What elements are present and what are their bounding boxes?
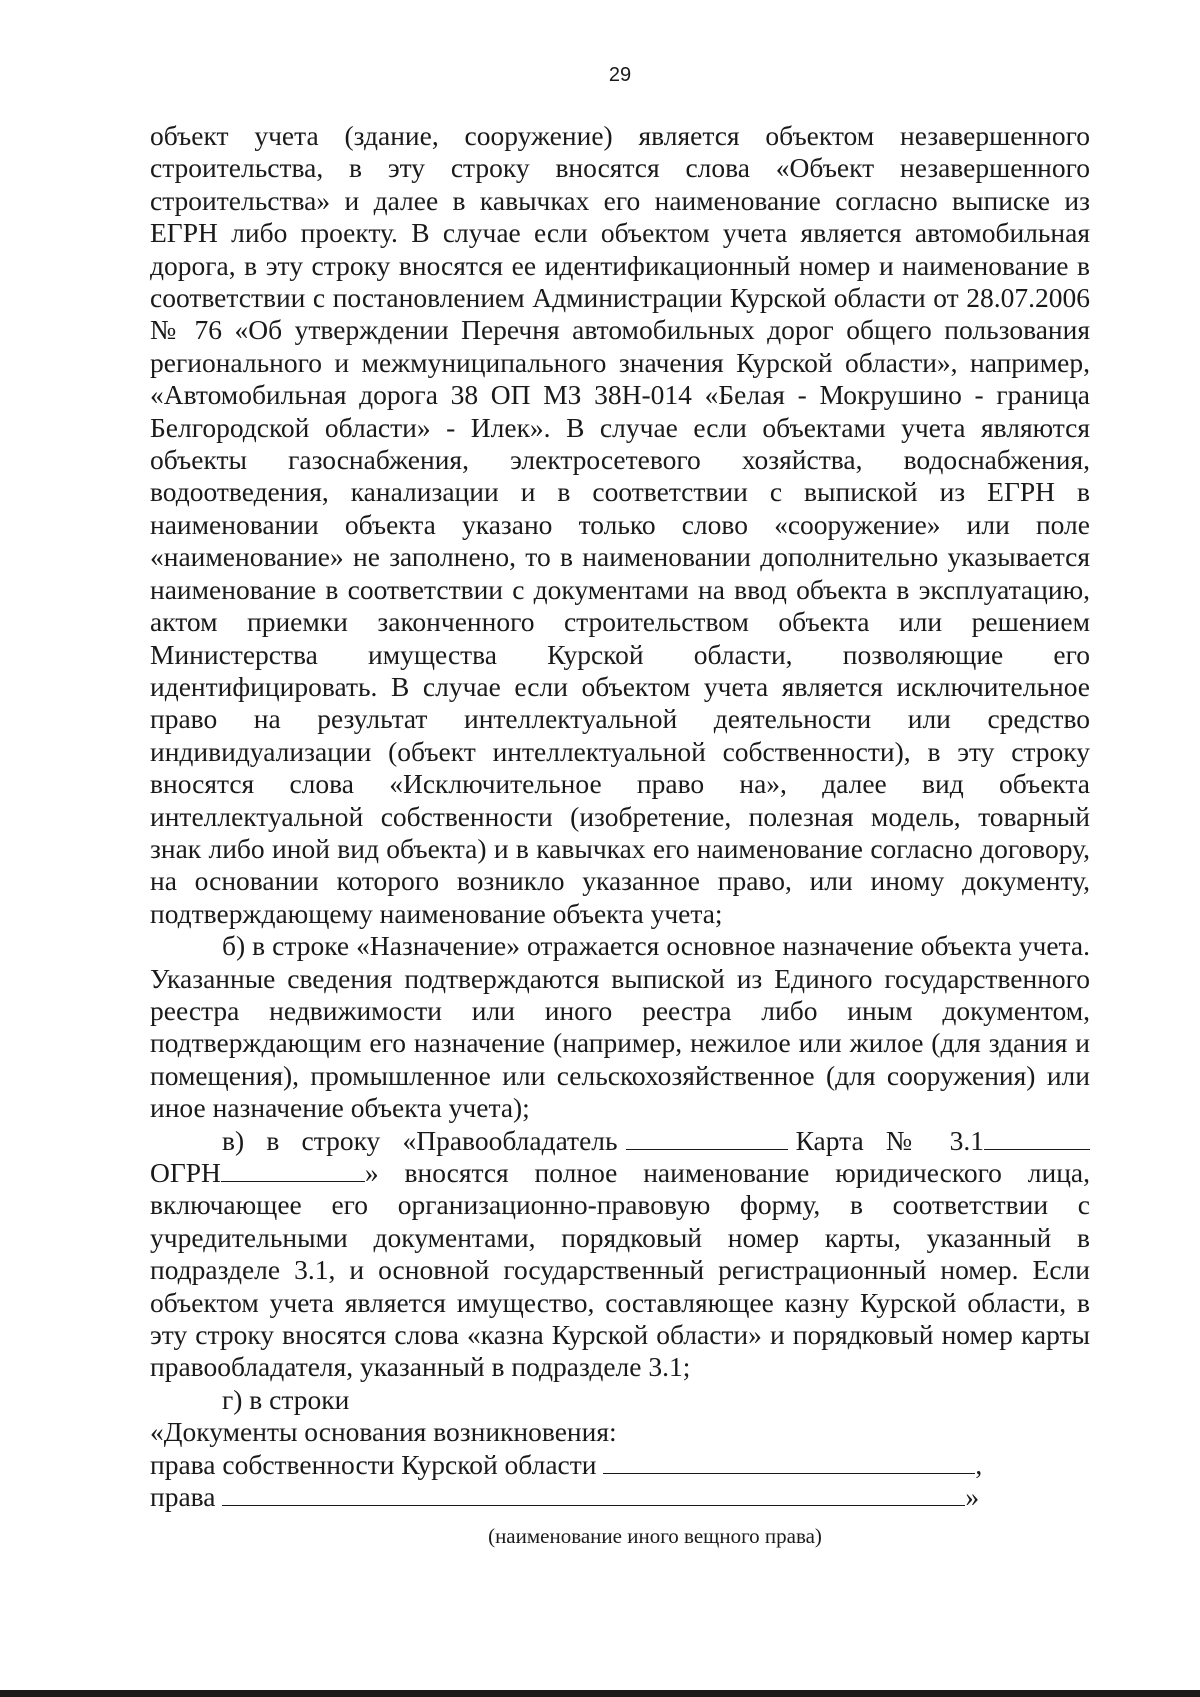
- other-right-blank: [222, 1481, 965, 1506]
- ownership-label: права собственности Курской области: [150, 1448, 597, 1480]
- ogrn-blank: [221, 1157, 365, 1182]
- scan-edge: [0, 1690, 1200, 1697]
- document-body: [150, 120, 1090, 1513]
- rightholder-blank: [626, 1125, 788, 1150]
- ownership-blank: [603, 1449, 975, 1474]
- rightholder-label: в) в строку «Правообладатель: [222, 1124, 618, 1156]
- paragraph-purpose: б) в строке «Назначение» отражается основное назначение объекта учета. Указанные сведения подтверждаются выпиской из Единого государственного реестра недвижимости или иного реестра либо иным документом, подтверждающим его назначение (например, нежилое или жилое (для здания и помещения), промышленное или сельскохозяйственное (для сооружения) или иное назначение объекта учета);: [150, 930, 1090, 1124]
- documents-basis-heading: «Документы основания возникновения:: [150, 1416, 617, 1448]
- ownership-end: ,: [975, 1448, 983, 1480]
- ogrn-label: ОГРН: [150, 1157, 221, 1188]
- card-number-blank: [984, 1125, 1090, 1150]
- section-g-heading: г) в строки: [222, 1383, 350, 1415]
- rightholder-description: » вносятся полное наименование юридического лица, включающее его организационно-правовую форму, в соответствии с учредительными документами, порядковый номер карты, указанный в подразделе 3.1, и основной государственный регистрационный номер. Если объектом учета является имущество, составляющее казну Курской области, в эту строку вносятся слова «казна Курской области» и порядковый номер карты правообладателя, указанный в подразделе 3.1;: [150, 1157, 1090, 1383]
- other-right-caption: (наименование иного вещного права): [488, 1524, 822, 1548]
- form-line-ownership: [150, 1449, 1090, 1481]
- paragraph-object-name: объект учета (здание, сооружение) является объектом незавершенного строительства, в эту строку вносятся слова «Объект незавершенного строительства» и далее в кавычках его наименование согласно выписке из ЕГРН либо проекту. В случае если объектом учета является автомобильная дорога, в эту строку вносятся ее идентификационный номер и наименование в соответствии с постановлением Администрации Курской области от 28.07.2006 № 76 «Об утверждении Перечня автомобильных дорог общего пользования регионального и межмуниципального значения Курской области», например, «Автомобильная дорога 38 ОП МЗ 38Н-014 «Белая - Мокрушино - граница Белгородской области» - Илек». В случае если объектами учета являются объекты газоснабжения, электросетевого хозяйства, водоснабжения, водоотведения, канализации и в соответствии с выпиской из ЕГРН в наименовании объекта указано только слово «сооружение» или поле «наименование» не заполнено, то в наименовании дополнительно указывается наименование в соответствии с документами на ввод объекта в эксплуатацию, актом приемки законченного строительством объекта или решением Министерства имущества Курской области, позволяющие его идентифицировать. В случае если объектом учета является исключительное право на результат интеллектуальной деятельности или средство индивидуализации (объект интеллектуальной собственности), в эту строку вносятся слова «Исключительное право на», далее вид объекта интеллектуальной собственности (изобретение, полезная модель, товарный знак либо иной вид объекта) и в кавычках его наименование согласно договору, на основании которого возникло указанное право, или иному документу, подтверждающему наименование объекта учета;: [150, 120, 1090, 929]
- other-right-end: »: [965, 1481, 980, 1513]
- paragraph-rightholder: [150, 1157, 1090, 1384]
- card-number-label: Карта № 3.1: [795, 1124, 985, 1156]
- other-right-label: права: [150, 1481, 216, 1513]
- form-line-other-right: [150, 1481, 1090, 1513]
- form-line-rightholder: [150, 1125, 1090, 1157]
- page-number: 29: [608, 64, 632, 86]
